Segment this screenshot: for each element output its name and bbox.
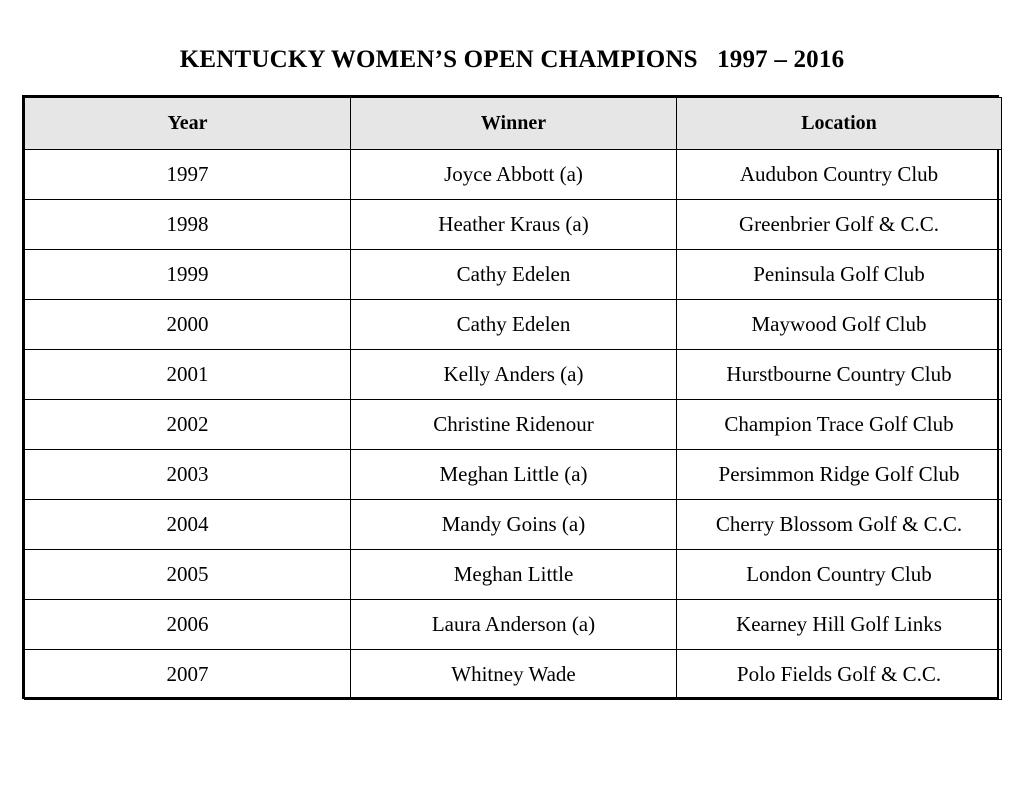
table-row (25, 400, 1002, 450)
table-row (25, 150, 1002, 200)
winner-cell: Laura Anderson (a) (351, 600, 677, 650)
year-cell: 2007 (25, 650, 351, 700)
winner-cell: Mandy Goins (a) (351, 500, 677, 550)
header-row (25, 98, 1002, 150)
winner-cell: Joyce Abbott (a) (351, 150, 677, 200)
table-row (25, 300, 1002, 350)
table-row (25, 450, 1002, 500)
location-cell: Cherry Blossom Golf & C.C. (677, 500, 1002, 550)
winner-cell: Meghan Little (351, 550, 677, 600)
location-cell: Kearney Hill Golf Links (677, 600, 1002, 650)
year-cell: 2002 (25, 400, 351, 450)
location-cell: Hurstbourne Country Club (677, 350, 1002, 400)
year-cell: 1998 (25, 200, 351, 250)
location-cell: Champion Trace Golf Club (677, 400, 1002, 450)
location-cell: London Country Club (677, 550, 1002, 600)
table-row (25, 650, 1002, 700)
year-cell: 2001 (25, 350, 351, 400)
winner-cell: Whitney Wade (351, 650, 677, 700)
winner-cell: Kelly Anders (a) (351, 350, 677, 400)
column-header-winner: Winner (351, 98, 677, 150)
table-row (25, 200, 1002, 250)
table-row (25, 550, 1002, 600)
table-row (25, 600, 1002, 650)
column-header-year: Year (25, 98, 351, 150)
year-cell: 1997 (25, 150, 351, 200)
page-title: KENTUCKY WOMEN’S OPEN CHAMPIONS 1997 – 2016 (179, 46, 845, 73)
location-cell: Greenbrier Golf & C.C. (677, 200, 1002, 250)
table-body (25, 150, 1002, 700)
year-cell: 2005 (25, 550, 351, 600)
champions-table-frame (22, 95, 999, 699)
winner-cell: Christine Ridenour (351, 400, 677, 450)
location-cell: Polo Fields Golf & C.C. (677, 650, 1002, 700)
year-cell: 1999 (25, 250, 351, 300)
year-cell: 2004 (25, 500, 351, 550)
table-row (25, 500, 1002, 550)
year-cell: 2006 (25, 600, 351, 650)
year-cell: 2003 (25, 450, 351, 500)
winner-cell: Meghan Little (a) (351, 450, 677, 500)
champions-table (24, 97, 1002, 700)
location-cell: Peninsula Golf Club (677, 250, 1002, 300)
winner-cell: Cathy Edelen (351, 300, 677, 350)
location-cell: Persimmon Ridge Golf Club (677, 450, 1002, 500)
year-cell: 2000 (25, 300, 351, 350)
winner-cell: Heather Kraus (a) (351, 200, 677, 250)
table-header (25, 98, 1002, 150)
column-header-location: Location (677, 98, 1002, 150)
table-row (25, 350, 1002, 400)
winner-cell: Cathy Edelen (351, 250, 677, 300)
location-cell: Audubon Country Club (677, 150, 1002, 200)
table-row (25, 250, 1002, 300)
location-cell: Maywood Golf Club (677, 300, 1002, 350)
